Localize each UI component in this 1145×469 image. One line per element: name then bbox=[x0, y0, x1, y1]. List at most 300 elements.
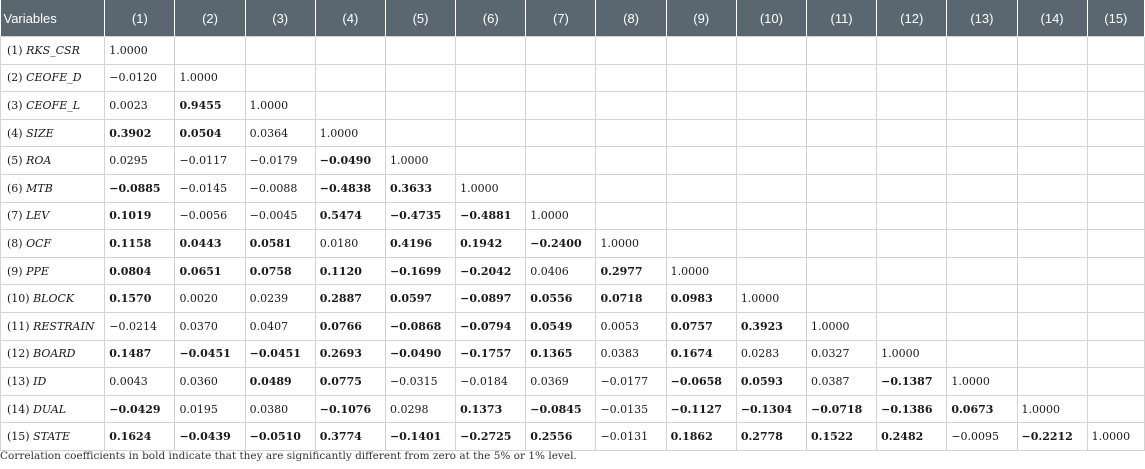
correlation-cell: 0.0443 bbox=[175, 230, 245, 258]
correlation-cell: 1.0000 bbox=[947, 368, 1017, 396]
correlation-cell: −0.4881 bbox=[456, 202, 526, 230]
correlation-cell: 0.0023 bbox=[105, 92, 175, 120]
correlation-cell bbox=[1017, 37, 1087, 65]
correlation-cell: 0.1942 bbox=[456, 230, 526, 258]
correlation-cell: −0.2212 bbox=[1017, 423, 1087, 451]
variable-number: (9) bbox=[7, 264, 23, 278]
correlation-cell: 0.0180 bbox=[315, 230, 385, 258]
table-row bbox=[1, 423, 1145, 451]
correlation-cell bbox=[1087, 174, 1144, 202]
variable-label bbox=[1, 92, 105, 120]
correlation-cell bbox=[526, 174, 596, 202]
variable-number: (1) bbox=[7, 43, 23, 57]
correlation-cell bbox=[596, 174, 666, 202]
correlation-cell: 0.1862 bbox=[666, 423, 736, 451]
column-header: (3) bbox=[245, 0, 315, 37]
correlation-cell bbox=[877, 64, 947, 92]
variable-label bbox=[1, 37, 105, 65]
correlation-cell: 0.0673 bbox=[947, 395, 1017, 423]
correlation-cell bbox=[1087, 368, 1144, 396]
correlation-cell bbox=[1017, 92, 1087, 120]
correlation-cell bbox=[1017, 64, 1087, 92]
variable-number: (4) bbox=[7, 126, 23, 140]
variable-label bbox=[1, 147, 105, 175]
correlation-cell bbox=[1087, 64, 1144, 92]
variable-number: (5) bbox=[7, 154, 23, 168]
column-header: (10) bbox=[736, 0, 806, 37]
correlation-cell bbox=[1017, 368, 1087, 396]
variable-label bbox=[1, 174, 105, 202]
correlation-cell bbox=[1017, 119, 1087, 147]
correlation-cell: −0.0179 bbox=[245, 147, 315, 175]
variable-name: SIZE bbox=[26, 126, 54, 140]
variable-number: (6) bbox=[7, 181, 23, 195]
correlation-cell: −0.0885 bbox=[105, 174, 175, 202]
correlation-cell: 1.0000 bbox=[877, 340, 947, 368]
column-header: (14) bbox=[1017, 0, 1087, 37]
correlation-cell bbox=[736, 230, 806, 258]
correlation-cell bbox=[877, 285, 947, 313]
correlation-cell bbox=[385, 64, 455, 92]
correlation-cell bbox=[1017, 230, 1087, 258]
correlation-cell: −0.0131 bbox=[596, 423, 666, 451]
correlation-cell: 0.0504 bbox=[175, 119, 245, 147]
correlation-cell bbox=[596, 119, 666, 147]
correlation-cell bbox=[1017, 340, 1087, 368]
correlation-cell: 1.0000 bbox=[315, 119, 385, 147]
correlation-cell bbox=[666, 147, 736, 175]
correlation-cell: −0.0088 bbox=[245, 174, 315, 202]
correlation-cell bbox=[806, 37, 876, 65]
correlation-cell: 0.0327 bbox=[806, 340, 876, 368]
correlation-cell: 0.3633 bbox=[385, 174, 455, 202]
correlation-cell: −0.4735 bbox=[385, 202, 455, 230]
correlation-cell: 0.0360 bbox=[175, 368, 245, 396]
correlation-cell bbox=[666, 37, 736, 65]
correlation-cell bbox=[666, 64, 736, 92]
correlation-cell bbox=[806, 174, 876, 202]
correlation-cell bbox=[877, 202, 947, 230]
correlation-cell: 0.2887 bbox=[315, 285, 385, 313]
column-header: (9) bbox=[666, 0, 736, 37]
correlation-cell: 0.2693 bbox=[315, 340, 385, 368]
correlation-cell: −0.0718 bbox=[806, 395, 876, 423]
variable-name: ID bbox=[33, 374, 47, 388]
correlation-cell: −0.1757 bbox=[456, 340, 526, 368]
correlation-cell bbox=[806, 147, 876, 175]
correlation-cell: 0.0757 bbox=[666, 312, 736, 340]
table-row bbox=[1, 119, 1145, 147]
correlation-cell: 0.2778 bbox=[736, 423, 806, 451]
correlation-cell: 0.0020 bbox=[175, 285, 245, 313]
correlation-cell: −0.0451 bbox=[245, 340, 315, 368]
correlation-cell bbox=[526, 64, 596, 92]
variable-name: BLOCK bbox=[33, 292, 75, 306]
table-row bbox=[1, 230, 1145, 258]
correlation-cell: −0.0490 bbox=[315, 147, 385, 175]
column-header: (4) bbox=[315, 0, 385, 37]
correlation-cell: 0.0758 bbox=[245, 257, 315, 285]
correlation-cell: 0.2556 bbox=[526, 423, 596, 451]
correlation-cell: −0.0429 bbox=[105, 395, 175, 423]
variable-number: (15) bbox=[7, 430, 30, 444]
correlation-cell bbox=[947, 37, 1017, 65]
column-header: (15) bbox=[1087, 0, 1144, 37]
correlation-cell bbox=[526, 92, 596, 120]
correlation-cell bbox=[947, 230, 1017, 258]
correlation-cell bbox=[736, 37, 806, 65]
correlation-cell bbox=[947, 92, 1017, 120]
correlation-cell bbox=[1087, 37, 1144, 65]
correlation-cell bbox=[736, 202, 806, 230]
variable-label bbox=[1, 202, 105, 230]
correlation-cell: 1.0000 bbox=[245, 92, 315, 120]
correlation-cell: 0.3902 bbox=[105, 119, 175, 147]
correlation-cell bbox=[947, 340, 1017, 368]
variable-number: (14) bbox=[7, 402, 30, 416]
correlation-cell: −0.0510 bbox=[245, 423, 315, 451]
correlation-cell: 0.0775 bbox=[315, 368, 385, 396]
table-row bbox=[1, 174, 1145, 202]
correlation-cell bbox=[736, 92, 806, 120]
variable-name: LEV bbox=[26, 209, 50, 223]
table-row bbox=[1, 312, 1145, 340]
correlation-cell bbox=[666, 92, 736, 120]
correlation-cell bbox=[666, 202, 736, 230]
variable-name: ROA bbox=[26, 154, 52, 168]
table-row bbox=[1, 257, 1145, 285]
correlation-cell bbox=[596, 92, 666, 120]
correlation-cell: −0.1387 bbox=[877, 368, 947, 396]
correlation-cell bbox=[315, 37, 385, 65]
correlation-cell bbox=[1017, 174, 1087, 202]
column-header: (12) bbox=[877, 0, 947, 37]
variable-name: BOARD bbox=[33, 347, 76, 361]
variable-name: DUAL bbox=[33, 402, 67, 416]
variable-number: (12) bbox=[7, 347, 30, 361]
correlation-cell: 0.0549 bbox=[526, 312, 596, 340]
variable-number: (13) bbox=[7, 374, 30, 388]
correlation-cell: 0.1365 bbox=[526, 340, 596, 368]
correlation-cell bbox=[877, 92, 947, 120]
correlation-cell bbox=[1087, 202, 1144, 230]
correlation-cell bbox=[1017, 202, 1087, 230]
correlation-cell: −0.0845 bbox=[526, 395, 596, 423]
correlation-cell bbox=[806, 202, 876, 230]
variable-label bbox=[1, 230, 105, 258]
correlation-cell bbox=[385, 37, 455, 65]
table-footnote: Correlation coefficients in bold indicate that they are significantly different from zero at the 5% or 1% level. bbox=[0, 450, 577, 462]
variable-label bbox=[1, 368, 105, 396]
correlation-cell bbox=[1087, 340, 1144, 368]
correlation-cell: −0.1386 bbox=[877, 395, 947, 423]
correlation-cell bbox=[385, 92, 455, 120]
column-header-variables: Variables bbox=[1, 0, 105, 37]
column-header: (7) bbox=[526, 0, 596, 37]
correlation-cell bbox=[806, 64, 876, 92]
correlation-cell: 0.0983 bbox=[666, 285, 736, 313]
variable-name: MTB bbox=[26, 181, 53, 195]
correlation-cell bbox=[947, 64, 1017, 92]
correlation-cell: 0.4196 bbox=[385, 230, 455, 258]
correlation-cell: 0.0380 bbox=[245, 395, 315, 423]
correlation-cell: 0.0195 bbox=[175, 395, 245, 423]
correlation-cell bbox=[526, 147, 596, 175]
correlation-cell: −0.2400 bbox=[526, 230, 596, 258]
variable-name: RESTRAIN bbox=[33, 319, 95, 333]
correlation-cell: −0.0897 bbox=[456, 285, 526, 313]
variable-label bbox=[1, 285, 105, 313]
variable-label bbox=[1, 312, 105, 340]
correlation-cell: 0.9455 bbox=[175, 92, 245, 120]
correlation-cell: 1.0000 bbox=[596, 230, 666, 258]
correlation-cell: −0.0184 bbox=[456, 368, 526, 396]
correlation-cell: 0.1373 bbox=[456, 395, 526, 423]
variable-name: OCF bbox=[26, 236, 52, 250]
correlation-cell: 0.0364 bbox=[245, 119, 315, 147]
correlation-cell: 1.0000 bbox=[175, 64, 245, 92]
correlation-cell bbox=[806, 92, 876, 120]
correlation-cell: 0.0556 bbox=[526, 285, 596, 313]
correlation-cell: 0.0295 bbox=[105, 147, 175, 175]
correlation-cell bbox=[666, 174, 736, 202]
correlation-cell bbox=[877, 312, 947, 340]
correlation-cell: −0.0095 bbox=[947, 423, 1017, 451]
correlation-cell: 0.0239 bbox=[245, 285, 315, 313]
correlation-cell bbox=[736, 147, 806, 175]
table-row bbox=[1, 202, 1145, 230]
table-row bbox=[1, 64, 1145, 92]
correlation-cell: −0.1127 bbox=[666, 395, 736, 423]
correlation-cell bbox=[596, 202, 666, 230]
correlation-cell bbox=[736, 257, 806, 285]
correlation-cell bbox=[596, 147, 666, 175]
correlation-cell: 0.0766 bbox=[315, 312, 385, 340]
variable-name: CEOFE_D bbox=[26, 71, 82, 85]
variable-number: (7) bbox=[7, 209, 23, 223]
correlation-cell: −0.1076 bbox=[315, 395, 385, 423]
correlation-cell bbox=[947, 202, 1017, 230]
header-row bbox=[1, 0, 1145, 37]
table-body bbox=[1, 37, 1145, 451]
correlation-cell: −0.2042 bbox=[456, 257, 526, 285]
correlation-cell bbox=[806, 230, 876, 258]
correlation-cell bbox=[877, 119, 947, 147]
correlation-cell bbox=[1087, 395, 1144, 423]
correlation-cell bbox=[947, 119, 1017, 147]
correlation-cell bbox=[1017, 147, 1087, 175]
correlation-cell: 0.0593 bbox=[736, 368, 806, 396]
variable-number: (8) bbox=[7, 236, 23, 250]
correlation-cell: 0.3774 bbox=[315, 423, 385, 451]
correlation-cell: 1.0000 bbox=[105, 37, 175, 65]
correlation-cell bbox=[596, 37, 666, 65]
correlation-cell: 0.1522 bbox=[806, 423, 876, 451]
correlation-cell: 1.0000 bbox=[736, 285, 806, 313]
correlation-cell bbox=[1087, 312, 1144, 340]
correlation-cell bbox=[666, 119, 736, 147]
correlation-cell bbox=[245, 64, 315, 92]
variable-number: (10) bbox=[7, 292, 30, 306]
correlation-cell bbox=[736, 174, 806, 202]
variable-number: (2) bbox=[7, 71, 23, 85]
correlation-cell: −0.0214 bbox=[105, 312, 175, 340]
correlation-cell: −0.0315 bbox=[385, 368, 455, 396]
table-row bbox=[1, 92, 1145, 120]
correlation-cell: −0.0658 bbox=[666, 368, 736, 396]
correlation-cell: 1.0000 bbox=[666, 257, 736, 285]
column-header: (11) bbox=[806, 0, 876, 37]
correlation-cell: −0.0145 bbox=[175, 174, 245, 202]
variable-name: PPE bbox=[26, 264, 49, 278]
variable-number: (3) bbox=[7, 98, 23, 112]
correlation-cell: 0.1158 bbox=[105, 230, 175, 258]
correlation-cell bbox=[877, 230, 947, 258]
correlation-cell bbox=[315, 92, 385, 120]
table-row bbox=[1, 340, 1145, 368]
correlation-cell: 0.0383 bbox=[596, 340, 666, 368]
correlation-cell: −0.1401 bbox=[385, 423, 455, 451]
variable-label bbox=[1, 64, 105, 92]
correlation-cell: 0.0651 bbox=[175, 257, 245, 285]
correlation-cell: 0.3923 bbox=[736, 312, 806, 340]
correlation-cell: 0.1624 bbox=[105, 423, 175, 451]
correlation-cell bbox=[947, 174, 1017, 202]
correlation-cell bbox=[175, 37, 245, 65]
correlation-cell bbox=[877, 174, 947, 202]
correlation-cell bbox=[315, 64, 385, 92]
correlation-cell: 0.0053 bbox=[596, 312, 666, 340]
correlation-cell: 1.0000 bbox=[806, 312, 876, 340]
correlation-cell: −0.0177 bbox=[596, 368, 666, 396]
correlation-cell: 1.0000 bbox=[1017, 395, 1087, 423]
correlation-cell bbox=[456, 37, 526, 65]
correlation-cell: 0.1120 bbox=[315, 257, 385, 285]
correlation-cell bbox=[877, 257, 947, 285]
correlation-cell: 0.0407 bbox=[245, 312, 315, 340]
correlation-cell: 0.1674 bbox=[666, 340, 736, 368]
variable-name: CEOFE_L bbox=[26, 98, 81, 112]
correlation-cell bbox=[1087, 230, 1144, 258]
variable-label bbox=[1, 119, 105, 147]
correlation-cell: −0.0056 bbox=[175, 202, 245, 230]
correlation-cell: 0.0406 bbox=[526, 257, 596, 285]
correlation-cell: −0.0120 bbox=[105, 64, 175, 92]
column-header: (8) bbox=[596, 0, 666, 37]
variable-label bbox=[1, 257, 105, 285]
correlation-cell bbox=[947, 147, 1017, 175]
correlation-cell: 0.2977 bbox=[596, 257, 666, 285]
correlation-cell bbox=[736, 119, 806, 147]
correlation-cell bbox=[947, 257, 1017, 285]
correlation-cell bbox=[806, 285, 876, 313]
correlation-cell: 0.1019 bbox=[105, 202, 175, 230]
correlation-cell bbox=[456, 119, 526, 147]
correlation-cell: 0.0804 bbox=[105, 257, 175, 285]
correlation-cell: 0.0283 bbox=[736, 340, 806, 368]
correlation-cell: 0.0718 bbox=[596, 285, 666, 313]
correlation-cell: 0.0489 bbox=[245, 368, 315, 396]
correlation-cell: −0.2725 bbox=[456, 423, 526, 451]
correlation-cell: 0.0370 bbox=[175, 312, 245, 340]
correlation-cell bbox=[456, 64, 526, 92]
column-header: (6) bbox=[456, 0, 526, 37]
correlation-cell bbox=[1017, 285, 1087, 313]
correlation-cell bbox=[736, 64, 806, 92]
correlation-cell bbox=[947, 285, 1017, 313]
correlation-cell bbox=[1087, 257, 1144, 285]
column-header: (13) bbox=[947, 0, 1017, 37]
correlation-cell: −0.0135 bbox=[596, 395, 666, 423]
correlation-cell: −0.1699 bbox=[385, 257, 455, 285]
correlation-cell: −0.4838 bbox=[315, 174, 385, 202]
correlation-cell bbox=[1087, 92, 1144, 120]
correlation-cell: −0.1304 bbox=[736, 395, 806, 423]
correlation-cell: 0.2482 bbox=[877, 423, 947, 451]
table-row bbox=[1, 368, 1145, 396]
variable-number: (11) bbox=[7, 319, 30, 333]
correlation-cell: −0.0868 bbox=[385, 312, 455, 340]
correlation-cell: 0.0298 bbox=[385, 395, 455, 423]
correlation-cell bbox=[806, 257, 876, 285]
column-header: (2) bbox=[175, 0, 245, 37]
table-row bbox=[1, 147, 1145, 175]
column-header: (5) bbox=[385, 0, 455, 37]
correlation-cell bbox=[456, 92, 526, 120]
correlation-cell: 1.0000 bbox=[385, 147, 455, 175]
correlation-cell: −0.0045 bbox=[245, 202, 315, 230]
correlation-cell: 1.0000 bbox=[526, 202, 596, 230]
correlation-cell bbox=[1087, 119, 1144, 147]
variable-label bbox=[1, 340, 105, 368]
correlation-cell: 0.0387 bbox=[806, 368, 876, 396]
variable-name: RKS_CSR bbox=[26, 43, 80, 57]
variable-label bbox=[1, 395, 105, 423]
column-header: (1) bbox=[105, 0, 175, 37]
correlation-cell bbox=[666, 230, 736, 258]
correlation-cell bbox=[877, 37, 947, 65]
correlation-cell: −0.0490 bbox=[385, 340, 455, 368]
table-row bbox=[1, 395, 1145, 423]
variable-name: STATE bbox=[33, 430, 71, 444]
correlation-cell bbox=[456, 147, 526, 175]
correlation-cell: 0.1570 bbox=[105, 285, 175, 313]
correlation-cell: 0.0043 bbox=[105, 368, 175, 396]
correlation-cell bbox=[596, 64, 666, 92]
correlation-cell: −0.0451 bbox=[175, 340, 245, 368]
table-row bbox=[1, 37, 1145, 65]
correlation-cell bbox=[947, 312, 1017, 340]
correlation-cell bbox=[1087, 285, 1144, 313]
variable-label bbox=[1, 423, 105, 451]
correlation-cell bbox=[385, 119, 455, 147]
correlation-cell: −0.0794 bbox=[456, 312, 526, 340]
correlation-cell bbox=[877, 147, 947, 175]
correlation-cell: 0.5474 bbox=[315, 202, 385, 230]
correlation-cell: 0.1487 bbox=[105, 340, 175, 368]
correlation-cell: 0.0597 bbox=[385, 285, 455, 313]
correlation-cell: 0.0369 bbox=[526, 368, 596, 396]
correlation-cell: 0.0581 bbox=[245, 230, 315, 258]
table-row bbox=[1, 285, 1145, 313]
correlation-cell bbox=[526, 37, 596, 65]
correlation-cell bbox=[526, 119, 596, 147]
correlation-cell: −0.0117 bbox=[175, 147, 245, 175]
correlation-cell: −0.0439 bbox=[175, 423, 245, 451]
correlation-cell: 1.0000 bbox=[1087, 423, 1144, 451]
correlation-cell bbox=[1017, 312, 1087, 340]
correlation-cell bbox=[1087, 147, 1144, 175]
